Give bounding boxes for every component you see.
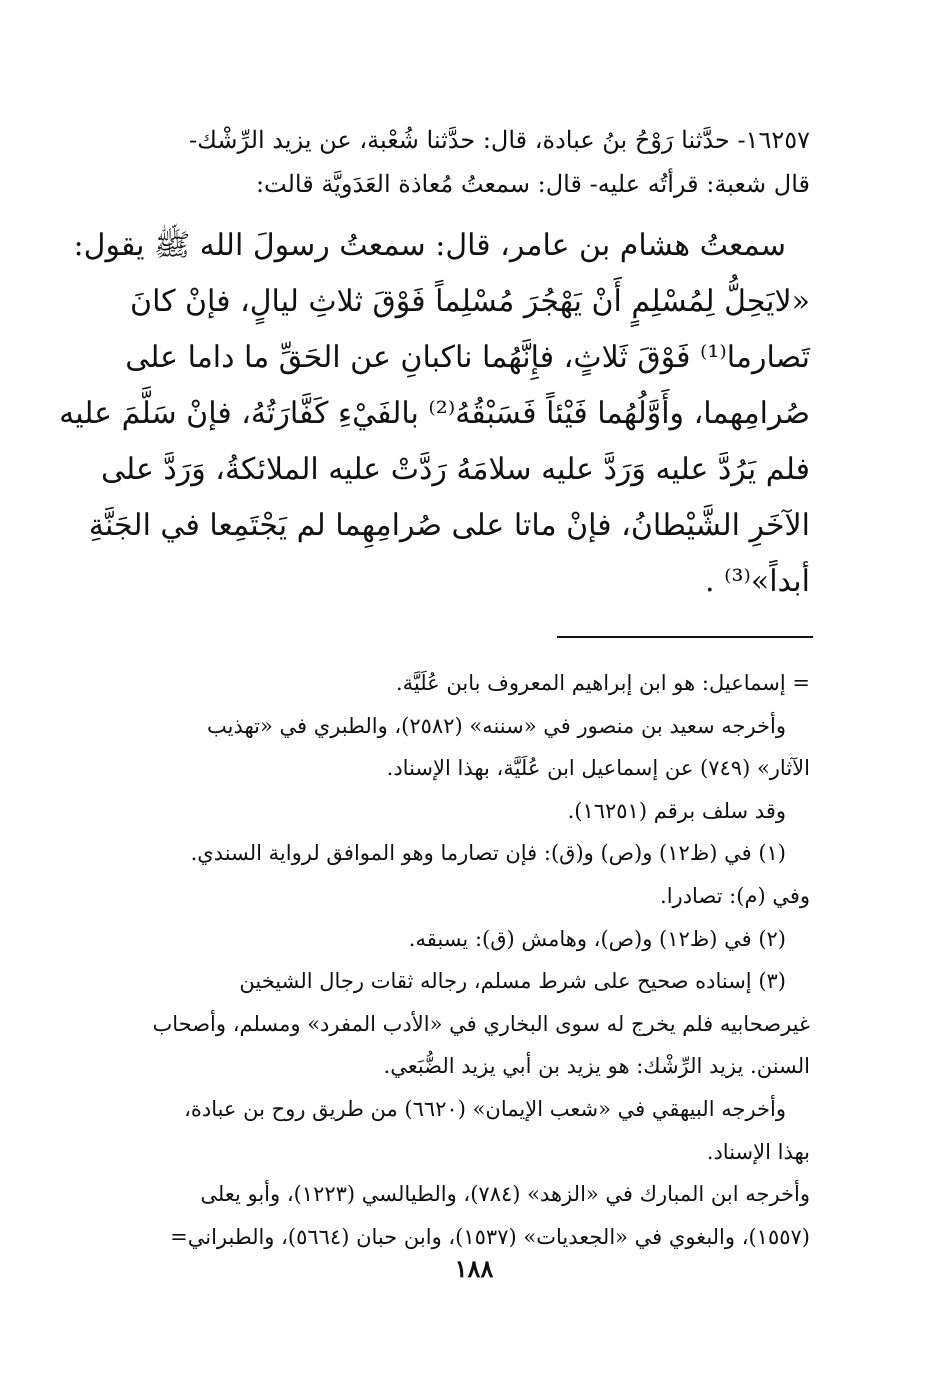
footnote-line: (٢) في (ظ١٢) و(ص)، وهامش (ق): يسبقه. [408, 926, 786, 951]
hadith-isnad [138, 118, 810, 206]
footnote-line: غيرصحابيه فلم يخرج له سوى البخاري في «الأدب المفرد» ومسلم، وأصحاب [152, 1011, 810, 1036]
matn-line: صُرامِهما، وأَوَّلُهُما فَيْئاً فَسَبْقُهُ⁽²⁾ بالفَيْءِ كَفَّارَتُهُ، فإنْ سَلَّمَ عليه [59, 396, 810, 431]
footnote-line: وقد سلف برقم (١٦٢٥١). [567, 798, 786, 823]
footnote-line: السنن. يزيد الرِّشْك: هو يزيد بن أبي يزيد الضُّبَعي. [383, 1054, 810, 1079]
matn-line: تَصارما⁽¹⁾ فَوْقَ ثَلاثٍ، فإِنَّهُما ناكبانِ عن الحَقِّ ما داما على [125, 340, 810, 375]
page-number: ١٨٨ [454, 1254, 494, 1283]
footnote-divider [557, 636, 813, 638]
matn-line: أبداً»⁽³⁾ . [705, 564, 810, 599]
matn-line: الآخَرِ الشَّيْطانُ، فإنْ ماتا على صُرامِهِما لم يَجْتَمِعا في الجَنَّةِ [88, 508, 810, 543]
matn-line: سمعتُ هشام بن عامر، قال: سمعتُ رسولَ الله ﷺ يقول: [73, 228, 786, 263]
isnad-line: ١٦٢٥٧- حدَّثنا رَوْحُ بنُ عبادة، قال: حدَّثنا شُعْبة، عن يزيد الرِّشْك- [189, 126, 810, 154]
matn-line: «لايَحِلُّ لِمُسْلِمٍ أَنْ يَهْجُرَ مُسْلِماً فَوْقَ ثلاثِ ليالٍ، فإنْ كانَ [130, 284, 810, 319]
isnad-line: قال شعبة: قرأتُه عليه- قال: سمعتُ مُعاذة العَدَويَّة قالت: [255, 170, 810, 198]
footnote-line: (١) في (ظ١٢) و(ص) و(ق): فإن تصارما وهو الموافق لرواية السندي. [190, 841, 786, 866]
footnote-line: = إسماعيل: هو ابن إبراهيم المعروف بابن عُلَيَّة. [395, 671, 810, 695]
footnotes [138, 662, 810, 1258]
footnote-line: بهذا الإسناد. [706, 1139, 810, 1164]
footnote-line: (١٥٥٧)، والبغوي في «الجعديات» (١٥٣٧)، وابن حبان (٥٦٦٤)، والطبراني= [170, 1224, 810, 1249]
matn-line: فلم يَرُدَّ عليه وَرَدَّ عليه سلامَهُ رَدَّتْ عليه الملائكةُ، وَرَدَّ على [101, 452, 810, 487]
footnote-line: وأخرجه ابن المبارك في «الزهد» (٧٨٤)، والطيالسي (١٢٢٣)، وأبو يعلى [200, 1182, 810, 1207]
footnote-line: وأخرجه البيهقي في «شعب الإيمان» (٦٦٢٠) من طريق روح بن عبادة، [184, 1096, 786, 1121]
footnote-line: وفي (م): تصادرا. [660, 883, 810, 908]
hadith-text [59, 218, 810, 610]
footnote-line: الآثار» (٧٤٩) عن إسماعيل ابن عُلَيَّة، بهذا الإسناد. [386, 756, 810, 781]
footnote-line: وأخرجه سعيد بن منصور في «سننه» (٢٥٨٢)، والطبري في «تهذيب [207, 713, 786, 738]
footnote-line: (٣) إسناده صحيح على شرط مسلم، رجاله ثقات رجال الشيخين [239, 969, 786, 994]
